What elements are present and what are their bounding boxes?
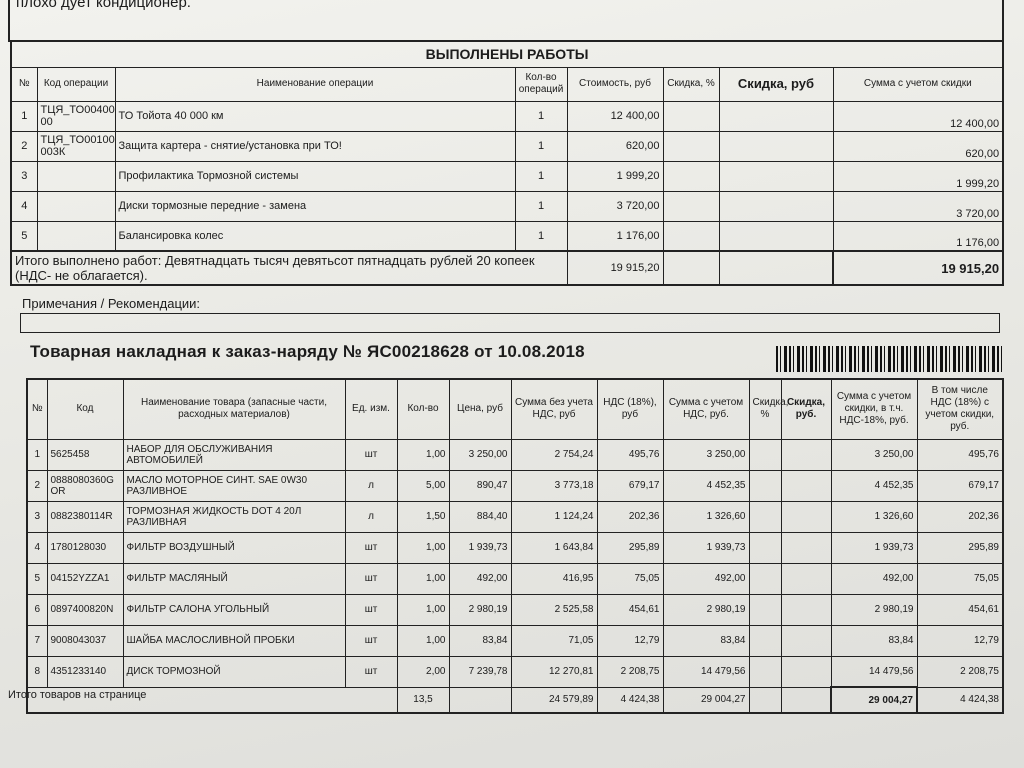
- goods-cell-qty: 1,50: [397, 501, 449, 532]
- goods-cell-price: 890,47: [449, 470, 511, 501]
- goods-cell-num: 4: [27, 532, 47, 563]
- goods-cell-net: 416,95: [511, 563, 597, 594]
- goods-cell-name: ФИЛЬТР ВОЗДУШНЫЙ: [123, 532, 345, 563]
- works-row: [11, 221, 1003, 251]
- works-cell-sum: 3 720,00: [833, 191, 1003, 221]
- goods-cell-price: 1 939,73: [449, 532, 511, 563]
- goods-row: [27, 656, 1003, 687]
- goods-row: [27, 625, 1003, 656]
- works-cell-num: 1: [11, 101, 37, 131]
- barcode-graphic: [776, 346, 1002, 372]
- goods-cell-price: 492,00: [449, 563, 511, 594]
- works-cell-disc-pct: [663, 101, 719, 131]
- goods-cell-disc-pct: [749, 563, 781, 594]
- works-row: [11, 161, 1003, 191]
- works-col-num: №: [11, 67, 37, 101]
- works-row: [11, 131, 1003, 161]
- goods-cell-vat: 495,76: [597, 439, 663, 470]
- works-col-qty: Кол-во операций: [515, 67, 567, 101]
- goods-total-net: 24 579,89: [511, 687, 597, 713]
- works-cell-num: 4: [11, 191, 37, 221]
- top-note-box: [8, 0, 1004, 42]
- goods-cell-unit: л: [345, 501, 397, 532]
- goods-cell-vat: 295,89: [597, 532, 663, 563]
- works-total-empty-1: [663, 251, 719, 285]
- works-col-disc-pct: Скидка, %: [663, 67, 719, 101]
- goods-cell-sumvat: 75,05: [917, 563, 1003, 594]
- goods-col-unit: Ед. изм.: [345, 379, 397, 439]
- goods-cell-code: 04152YZZA1: [47, 563, 123, 594]
- goods-col-qty: Кол-во: [397, 379, 449, 439]
- goods-cell-num: 1: [27, 439, 47, 470]
- works-col-disc-rub: Скидка, руб: [719, 67, 833, 101]
- goods-heading: Товарная накладная к заказ-наряду № ЯС00218628 от 10.08.2018: [30, 342, 585, 361]
- goods-cell-price: 3 250,00: [449, 439, 511, 470]
- works-total-sum: 19 915,20: [833, 251, 1003, 285]
- goods-total-sumvat: 4 424,38: [917, 687, 1003, 713]
- goods-cell-name: МАСЛО МОТОРНОЕ СИНТ. SAE 0W30 РАЗЛИВНОЕ: [123, 470, 345, 501]
- goods-cell-code: 9008043037: [47, 625, 123, 656]
- goods-col-vat: НДС (18%), руб: [597, 379, 663, 439]
- goods-cell-disc-rub: [781, 470, 831, 501]
- goods-cell-disc-rub: [781, 563, 831, 594]
- goods-cell-price: 884,40: [449, 501, 511, 532]
- goods-total-sum: 29 004,27: [831, 687, 917, 713]
- goods-row: [27, 532, 1003, 563]
- goods-cell-disc-pct: [749, 594, 781, 625]
- goods-cell-gross: 1 939,73: [663, 532, 749, 563]
- goods-cell-num: 6: [27, 594, 47, 625]
- goods-cell-name: ФИЛЬТР МАСЛЯНЫЙ: [123, 563, 345, 594]
- goods-cell-qty: 1,00: [397, 439, 449, 470]
- goods-cell-qty: 1,00: [397, 625, 449, 656]
- goods-cell-price: 7 239,78: [449, 656, 511, 687]
- goods-row: [27, 563, 1003, 594]
- works-cell-qty: 1: [515, 191, 567, 221]
- goods-total-gross: 29 004,27: [663, 687, 749, 713]
- works-cell-code: ТЦЯ_ТО00100 003К: [37, 131, 115, 161]
- goods-cell-unit: шт: [345, 656, 397, 687]
- works-cell-sum: 1 176,00: [833, 221, 1003, 251]
- goods-cell-disc-pct: [749, 532, 781, 563]
- goods-total-empty-price: [449, 687, 511, 713]
- goods-cell-qty: 1,00: [397, 594, 449, 625]
- goods-cell-disc-rub: [781, 532, 831, 563]
- goods-col-net: Сумма без учета НДС, руб: [511, 379, 597, 439]
- works-cell-qty: 1: [515, 131, 567, 161]
- goods-cell-net: 1 124,24: [511, 501, 597, 532]
- works-cell-sum: 1 999,20: [833, 161, 1003, 191]
- goods-cell-name: НАБОР ДЛЯ ОБСЛУЖИВАНИЯ АВТОМОБИЛЕЙ: [123, 439, 345, 470]
- goods-cell-num: 7: [27, 625, 47, 656]
- goods-cell-qty: 1,00: [397, 563, 449, 594]
- goods-cell-num: 8: [27, 656, 47, 687]
- works-cell-cost: 12 400,00: [567, 101, 663, 131]
- goods-cell-disc-pct: [749, 501, 781, 532]
- works-cell-cost: 1 176,00: [567, 221, 663, 251]
- goods-cell-code: 1780128030: [47, 532, 123, 563]
- goods-cell-gross: 1 326,60: [663, 501, 749, 532]
- goods-total-label: Итого товаров на странице: [8, 689, 147, 701]
- goods-cell-qty: 1,00: [397, 532, 449, 563]
- goods-cell-unit: шт: [345, 625, 397, 656]
- goods-col-sum: Сумма с учетом скидки, в т.ч. НДС-18%, руб.: [831, 379, 917, 439]
- works-cell-qty: 1: [515, 161, 567, 191]
- goods-cell-unit: шт: [345, 532, 397, 563]
- goods-cell-net: 2 754,24: [511, 439, 597, 470]
- works-cell-disc-pct: [663, 131, 719, 161]
- goods-cell-code: 5625458: [47, 439, 123, 470]
- goods-cell-sumvat: 295,89: [917, 532, 1003, 563]
- goods-cell-disc-rub: [781, 439, 831, 470]
- top-note-text: плохо дует кондиционер.: [16, 0, 191, 11]
- goods-cell-name: ТОРМОЗНАЯ ЖИДКОСТЬ DOT 4 20Л РАЗЛИВНАЯ: [123, 501, 345, 532]
- goods-cell-sumvat: 202,36: [917, 501, 1003, 532]
- goods-table: [26, 378, 1004, 714]
- goods-cell-disc-pct: [749, 470, 781, 501]
- notes-label: Примечания / Рекомендации:: [22, 296, 201, 311]
- works-cell-code: [37, 191, 115, 221]
- works-cell-cost: 1 999,20: [567, 161, 663, 191]
- goods-col-price: Цена, руб: [449, 379, 511, 439]
- goods-cell-name: ДИСК ТОРМОЗНОЙ: [123, 656, 345, 687]
- goods-col-gross: Сумма с учетом НДС, руб.: [663, 379, 749, 439]
- goods-cell-code: 4351233140: [47, 656, 123, 687]
- goods-cell-num: 3: [27, 501, 47, 532]
- goods-cell-price: 83,84: [449, 625, 511, 656]
- goods-cell-sumvat: 2 208,75: [917, 656, 1003, 687]
- works-cell-name: Защита картера - снятие/установка при ТО!: [115, 131, 515, 161]
- works-cell-name: Диски тормозные передние - замена: [115, 191, 515, 221]
- works-col-cost: Стоимость, руб: [567, 67, 663, 101]
- works-table: [10, 40, 1004, 286]
- goods-cell-disc-pct: [749, 625, 781, 656]
- goods-cell-disc-rub: [781, 625, 831, 656]
- goods-total-vat: 4 424,38: [597, 687, 663, 713]
- goods-cell-sum: 492,00: [831, 563, 917, 594]
- goods-col-disc-rub: Скидка, руб.: [781, 379, 831, 439]
- goods-cell-gross: 3 250,00: [663, 439, 749, 470]
- works-col-code: Код операции: [37, 67, 115, 101]
- works-title: ВЫПОЛНЕНЫ РАБОТЫ: [11, 41, 1003, 67]
- goods-cell-disc-rub: [781, 501, 831, 532]
- goods-cell-sum: 2 980,19: [831, 594, 917, 625]
- goods-cell-code: 0888080360G OR: [47, 470, 123, 501]
- goods-cell-net: 1 643,84: [511, 532, 597, 563]
- goods-cell-vat: 202,36: [597, 501, 663, 532]
- works-cell-disc-rub: [719, 101, 833, 131]
- goods-cell-sum: 4 452,35: [831, 470, 917, 501]
- works-cell-disc-pct: [663, 161, 719, 191]
- goods-col-name: Наименование товара (запасные части, расходных материалов): [123, 379, 345, 439]
- goods-total-qty: 13,5: [397, 687, 449, 713]
- goods-cell-vat: 2 208,75: [597, 656, 663, 687]
- works-cell-qty: 1: [515, 221, 567, 251]
- works-col-sum: Сумма с учетом скидки: [833, 67, 1003, 101]
- goods-cell-name: ШАЙБА МАСЛОСЛИВНОЙ ПРОБКИ: [123, 625, 345, 656]
- works-cell-disc-pct: [663, 221, 719, 251]
- goods-cell-code: 0882380114R: [47, 501, 123, 532]
- works-cell-qty: 1: [515, 101, 567, 131]
- goods-total-empty-dp: [749, 687, 781, 713]
- goods-cell-sumvat: 454,61: [917, 594, 1003, 625]
- goods-cell-sumvat: 12,79: [917, 625, 1003, 656]
- goods-cell-price: 2 980,19: [449, 594, 511, 625]
- goods-cell-sum: 1 939,73: [831, 532, 917, 563]
- goods-cell-net: 3 773,18: [511, 470, 597, 501]
- works-cell-sum: 12 400,00: [833, 101, 1003, 131]
- works-cell-name: Профилактика Тормозной системы: [115, 161, 515, 191]
- works-total-empty-2: [719, 251, 833, 285]
- goods-cell-gross: 2 980,19: [663, 594, 749, 625]
- works-cell-name: Балансировка колес: [115, 221, 515, 251]
- works-cell-num: 3: [11, 161, 37, 191]
- goods-cell-sum: 83,84: [831, 625, 917, 656]
- goods-cell-net: 71,05: [511, 625, 597, 656]
- goods-cell-unit: л: [345, 470, 397, 501]
- goods-cell-code: 0897400820N: [47, 594, 123, 625]
- goods-cell-gross: 4 452,35: [663, 470, 749, 501]
- goods-cell-vat: 12,79: [597, 625, 663, 656]
- goods-cell-qty: 2,00: [397, 656, 449, 687]
- goods-cell-net: 12 270,81: [511, 656, 597, 687]
- works-cell-cost: 620,00: [567, 131, 663, 161]
- goods-row: [27, 470, 1003, 501]
- works-row: [11, 191, 1003, 221]
- works-cell-name: ТО Тойота 40 000 км: [115, 101, 515, 131]
- goods-cell-sumvat: 679,17: [917, 470, 1003, 501]
- works-cell-disc-rub: [719, 131, 833, 161]
- goods-cell-disc-rub: [781, 594, 831, 625]
- goods-cell-num: 2: [27, 470, 47, 501]
- goods-cell-sum: 1 326,60: [831, 501, 917, 532]
- works-cell-code: ТЦЯ_ТО00400 00: [37, 101, 115, 131]
- goods-cell-vat: 454,61: [597, 594, 663, 625]
- goods-cell-disc-pct: [749, 439, 781, 470]
- goods-cell-disc-pct: [749, 656, 781, 687]
- goods-cell-gross: 14 479,56: [663, 656, 749, 687]
- goods-cell-qty: 5,00: [397, 470, 449, 501]
- works-total-text: Итого выполнено работ: Девятнадцать тысяч девятьсот пятнадцать рублей 20 копеек (НДС- не облагается).: [11, 251, 567, 285]
- goods-row: [27, 501, 1003, 532]
- goods-col-sumvat: В том числе НДС (18%) с учетом скидки, руб.: [917, 379, 1003, 439]
- goods-cell-sumvat: 495,76: [917, 439, 1003, 470]
- works-cell-sum: 620,00: [833, 131, 1003, 161]
- goods-total-row: [27, 687, 1003, 713]
- works-cell-code: [37, 221, 115, 251]
- works-row: [11, 101, 1003, 131]
- goods-cell-sum: 3 250,00: [831, 439, 917, 470]
- goods-header-row: [27, 379, 1003, 439]
- goods-col-disc-pct: Скидка, %: [749, 379, 781, 439]
- goods-cell-unit: шт: [345, 439, 397, 470]
- goods-cell-gross: 492,00: [663, 563, 749, 594]
- works-cell-disc-pct: [663, 191, 719, 221]
- works-cell-disc-rub: [719, 161, 833, 191]
- goods-cell-num: 5: [27, 563, 47, 594]
- goods-cell-vat: 75,05: [597, 563, 663, 594]
- goods-cell-net: 2 525,58: [511, 594, 597, 625]
- works-header-row: [11, 67, 1003, 101]
- works-cell-cost: 3 720,00: [567, 191, 663, 221]
- goods-row: [27, 594, 1003, 625]
- works-cell-disc-rub: [719, 221, 833, 251]
- works-cell-disc-rub: [719, 191, 833, 221]
- goods-col-code: Код: [47, 379, 123, 439]
- goods-cell-unit: шт: [345, 594, 397, 625]
- goods-cell-gross: 83,84: [663, 625, 749, 656]
- notes-box: [20, 313, 1000, 333]
- goods-cell-disc-rub: [781, 656, 831, 687]
- goods-cell-vat: 679,17: [597, 470, 663, 501]
- works-cell-num: 5: [11, 221, 37, 251]
- works-cell-code: [37, 161, 115, 191]
- works-col-name: Наименование операции: [115, 67, 515, 101]
- goods-col-num: №: [27, 379, 47, 439]
- goods-cell-name: ФИЛЬТР САЛОНА УГОЛЬНЫЙ: [123, 594, 345, 625]
- works-cell-num: 2: [11, 131, 37, 161]
- works-total-cost: 19 915,20: [567, 251, 663, 285]
- goods-cell-unit: шт: [345, 563, 397, 594]
- goods-total-empty-dr: [781, 687, 831, 713]
- goods-row: [27, 439, 1003, 470]
- goods-cell-sum: 14 479,56: [831, 656, 917, 687]
- works-total-row: [11, 251, 1003, 285]
